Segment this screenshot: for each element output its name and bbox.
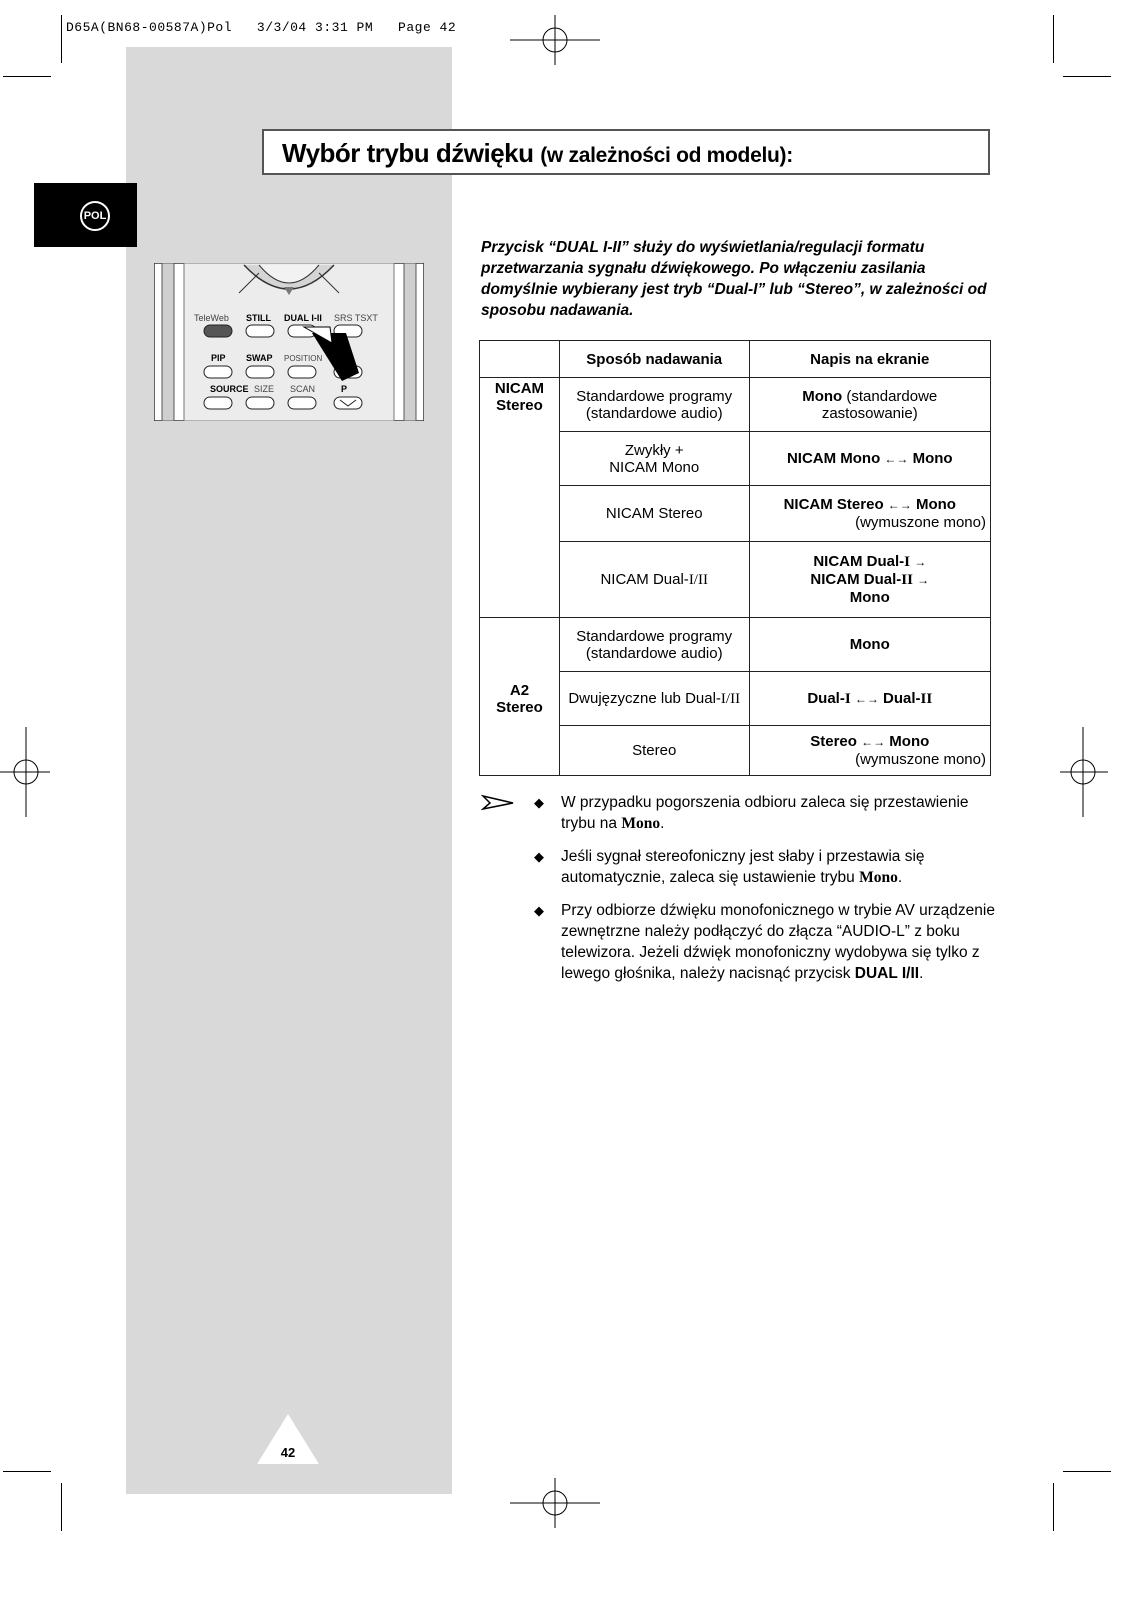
page-number-badge (257, 1414, 319, 1464)
list-item: ◆ W przypadku pogorszenia odbioru zaleca się przestawienie trybu na Mono. (534, 794, 969, 832)
nicam-stereo-label: NICAM Stereo (480, 432, 560, 618)
broadcast-cell: Stereo (559, 726, 749, 776)
title-box (262, 129, 990, 175)
remote-label-swap: SWAP (246, 353, 273, 363)
list-item: ◆ Przy odbiorze dźwięku monofonicznego w trybie AV urządzenie zewnętrzne należy podłączyć do złącza “AUDIO-L” z boku telewizora. Jeżeli dźwięk monofoniczny wydobywa się tylko z lewego głośnika, należy nacisnąć przycisk DUAL I/II. (534, 902, 995, 982)
title-subtitle: (w zależności od modelu): (540, 144, 793, 167)
table-header-row (480, 341, 991, 378)
screen-cell: NICAM Mono ←→ Mono (749, 432, 990, 486)
double-arrow-icon: ←→ (884, 451, 909, 466)
arrow-icon: → (914, 555, 927, 569)
remote-control-illustration (154, 263, 424, 421)
remote-label-still: STILL (246, 313, 271, 323)
screen-cell: NICAM Stereo ←→ Mono (wymuszone mono) (749, 486, 990, 542)
a2-stereo-label: A2 Stereo (480, 672, 560, 726)
screen-note: (wymuszone mono) (855, 751, 986, 768)
page-number: 42 (280, 1445, 296, 1460)
screen-cell: Mono (749, 618, 990, 672)
screen-cell: Dual-I ←→ Dual-II (749, 672, 990, 726)
broadcast-cell: NICAM Stereo (559, 486, 749, 542)
remote-label-size: SIZE (254, 384, 275, 394)
double-arrow-icon: ←→ (861, 735, 886, 749)
screen-note: (wymuszone mono) (855, 514, 986, 531)
language-tab (34, 183, 137, 247)
remote-label-source: SOURCE (210, 384, 249, 394)
table-row (480, 618, 991, 672)
screen-note: (standardowe zastosowanie) (821, 387, 938, 422)
broadcast-cell: NICAM Dual-I/II (559, 542, 749, 618)
a2-group-bottom (480, 726, 560, 776)
screen-cell: Stereo ←→ Mono (wymuszone mono) (749, 726, 990, 776)
table-row (480, 672, 991, 726)
broadcast-cell: Dwujęzyczne lub Dual-I/II (559, 672, 749, 726)
screen-cell (749, 378, 990, 432)
remote-label-position: POSITION (284, 354, 323, 363)
double-arrow-icon: ←→ (887, 498, 912, 512)
column-header-screen: Napis na ekranie (749, 341, 990, 378)
language-badge: POL (80, 201, 110, 231)
bullet-diamond-icon: ◆ (534, 795, 544, 810)
broadcast-cell: Zwykły + NICAM Mono (559, 432, 749, 486)
intro-paragraph: Przycisk “DUAL I-II” służy do wyświetlania/regulacji formatu przetwarzania sygnału dźwiękowego. Po włączeniu zasilania domyślnie wybierany jest tryb “Dual-I” lub “Stereo”, w zależności od sposobu nadawania. (481, 239, 987, 319)
print-header: D65A(BN68-00587A)Pol 3/3/04 3:31 PM Page 42 (66, 20, 457, 35)
page-title (282, 138, 793, 169)
remote-label-dual: DUAL I-II (284, 313, 322, 323)
table-row (480, 432, 991, 486)
sound-mode-table (479, 340, 991, 776)
bullet-diamond-icon: ◆ (534, 903, 544, 918)
bullet-diamond-icon: ◆ (534, 849, 544, 864)
table-corner-cell (480, 341, 560, 378)
remote-label-teleweb: TeleWeb (194, 313, 229, 323)
arrow-icon: → (917, 573, 930, 587)
broadcast-cell: Standardowe programy (standardowe audio) (559, 378, 749, 432)
notes-list (481, 792, 1001, 996)
double-arrow-icon: ←→ (854, 691, 879, 706)
a2-group-top (480, 618, 560, 672)
table-row (480, 378, 991, 432)
list-item: ◆ Jeśli sygnał stereofoniczny jest słaby i przestawia się automatycznie, zaleca się ustawienie trybu Mono. (534, 848, 925, 886)
remote-label-srs: SRS TSXT (334, 313, 378, 323)
title-main-text: Wybór trybu dźwięku (282, 138, 534, 168)
remote-label-p: P (341, 384, 348, 394)
table-row (480, 726, 991, 776)
screen-mono-label: Mono (802, 387, 843, 405)
remote-label-scan: SCAN (290, 384, 316, 394)
broadcast-cell: Standardowe programy (standardowe audio) (559, 618, 749, 672)
column-header-broadcast: Sposób nadawania (559, 341, 749, 378)
remote-label-pip: PIP (211, 353, 226, 363)
screen-cell: NICAM Dual-I → NICAM Dual-II → Mono (749, 542, 990, 618)
